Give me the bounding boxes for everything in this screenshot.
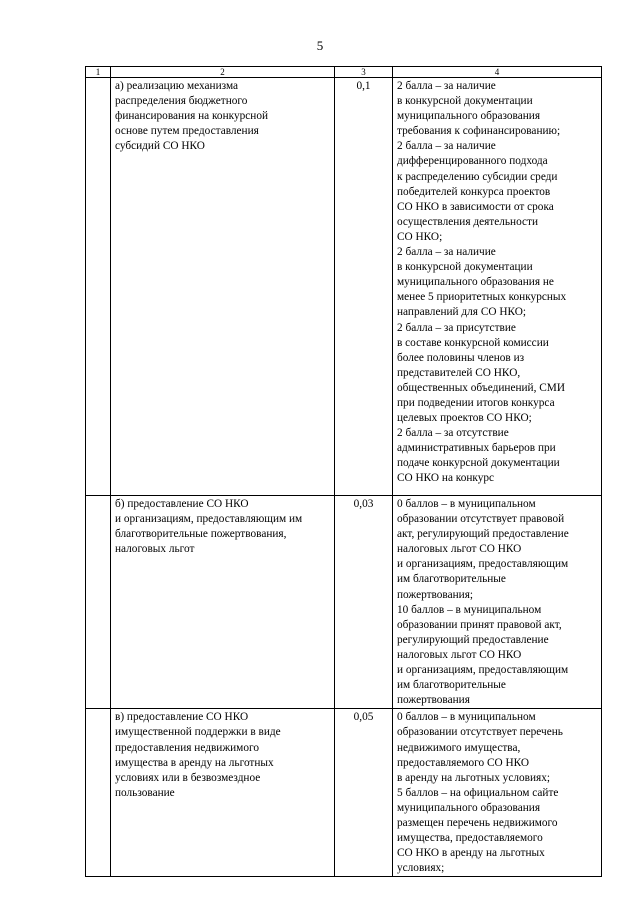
table-row [86, 78, 602, 496]
text-line: менее 5 приоритетных конкурсных [397, 291, 567, 304]
text-line: образовании отсутствует перечень [397, 726, 563, 739]
text-line: СО НКО в аренду на льготных [397, 847, 545, 860]
text-line: осуществления деятельности [397, 215, 539, 228]
header-cell-3: 3 [335, 67, 393, 78]
text-line: условиях; [397, 862, 445, 875]
text-line: 0 баллов – в муниципальном [397, 498, 536, 510]
header-cell-2: 2 [111, 67, 335, 78]
text-line: регулирующий предоставление [397, 633, 549, 646]
text-line: в аренду на льготных условиях; [397, 771, 550, 784]
text-line: образовании отсутствует правовой [397, 513, 565, 526]
text-line: требования к софинансированию; [397, 125, 561, 138]
text-line: 2 балла – за отсутствие [397, 427, 509, 440]
text-line: в конкурсной документации [397, 95, 533, 108]
row-number-cell [86, 496, 111, 709]
text-line: налоговых льгот СО НКО [397, 543, 522, 556]
text-line: размещен перечень недвижимого [397, 816, 558, 829]
criterion-cell [111, 709, 335, 877]
text-line: муниципального образования [397, 801, 541, 814]
scoring-cell [393, 496, 602, 709]
text-line: образовании принят правовой акт, [397, 618, 562, 631]
text-line: дифференцированного подхода [397, 155, 548, 168]
text-line: налоговых льгот СО НКО [397, 648, 522, 661]
text-line: представителей СО НКО, [397, 366, 521, 379]
text-line: 2 балла – за присутствие [397, 321, 516, 334]
text-line: условиях или в безвозмездное [115, 771, 261, 784]
criteria-table [85, 66, 602, 877]
header-cell-4: 4 [393, 67, 602, 78]
table-header-row [86, 67, 602, 78]
text-line: СО НКО; [397, 230, 443, 243]
scoring-cell [393, 709, 602, 877]
text-line: благотворительные пожертвования, [115, 528, 287, 541]
text-line: имущественной поддержки в виде [115, 726, 281, 739]
text-line: пожертвования [397, 694, 470, 707]
header-cell-1: 1 [86, 67, 111, 78]
text-line: недвижимого имущества, [397, 741, 521, 754]
row-number-cell [86, 709, 111, 877]
text-line: общественных объединений, СМИ [397, 381, 565, 394]
text-line: имущества, предоставляемого [397, 832, 543, 845]
text-line: подаче конкурсной документации [397, 457, 560, 470]
text-line: муниципального образования не [397, 276, 554, 289]
text-line: имущества в аренду на льготных [115, 756, 274, 769]
text-line: 5 баллов – на официальном сайте [397, 786, 559, 799]
weight-cell: 0,03 [335, 496, 393, 709]
text-line: предоставляемого СО НКО [397, 756, 530, 769]
text-line: СО НКО в зависимости от срока [397, 200, 554, 213]
text-line: и организациям, предоставляющим [397, 558, 569, 571]
text-line: налоговых льгот [115, 543, 195, 556]
text-line: 2 балла – за наличие [397, 80, 496, 92]
text-line: направлений для СО НКО; [397, 306, 527, 319]
text-line: СО НКО на конкурс [397, 472, 495, 485]
criterion-cell [111, 78, 335, 496]
weight-cell: 0,05 [335, 709, 393, 877]
criterion-cell [111, 496, 335, 709]
text-line: в конкурсной документации [397, 261, 533, 274]
text-line: административных барьеров при [397, 442, 556, 455]
scoring-cell [393, 78, 602, 496]
text-line: распределения бюджетного [115, 95, 248, 108]
text-line: 2 балла – за наличие [397, 140, 496, 153]
text-line: пожертвования; [397, 588, 474, 601]
text-line: субсидий СО НКО [115, 140, 205, 153]
text-line: им благотворительные [397, 679, 506, 692]
text-line: 2 балла – за наличие [397, 246, 496, 259]
text-line: финансирования на конкурсной [115, 110, 269, 123]
text-line: победителей конкурса проектов [397, 185, 551, 198]
text-line: более половины членов из [397, 351, 525, 364]
text-line: предоставления недвижимого [115, 741, 259, 754]
page-number: 5 [316, 38, 324, 53]
text-line: а) реализацию механизма [115, 80, 239, 92]
text-line: муниципального образования [397, 110, 541, 123]
text-line: б) предоставление СО НКО [115, 498, 249, 510]
text-line: основе путем предоставления [115, 125, 259, 138]
table-row [86, 709, 602, 877]
text-line: им благотворительные [397, 573, 506, 586]
text-line: 10 баллов – в муниципальном [397, 603, 542, 616]
text-line: акт, регулирующий предоставление [397, 528, 569, 541]
weight-cell: 0,1 [335, 78, 393, 496]
text-line: в составе конкурсной комиссии [397, 336, 549, 349]
text-line: к распределению субсидии среди [397, 170, 558, 183]
row-number-cell [86, 78, 111, 496]
text-line: в) предоставление СО НКО [115, 711, 249, 724]
text-line: при подведении итогов конкурса [397, 396, 555, 409]
text-line: целевых проектов СО НКО; [397, 412, 532, 425]
text-line: и организациям, предоставляющим [397, 664, 569, 677]
text-line: и организациям, предоставляющим им [115, 513, 303, 526]
table-row [86, 496, 602, 709]
text-line: 0 баллов – в муниципальном [397, 711, 536, 724]
text-line: пользование [115, 786, 175, 799]
